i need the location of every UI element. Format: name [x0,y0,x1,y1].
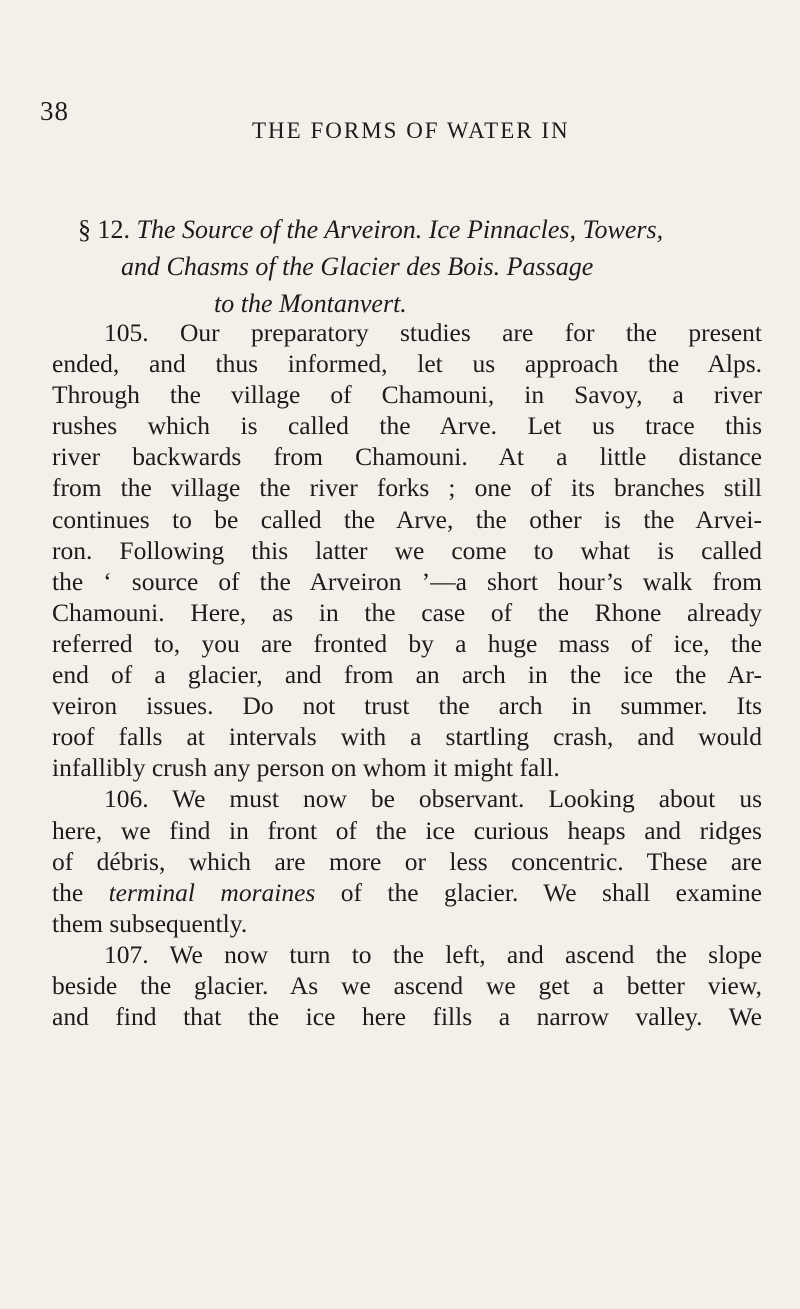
heading-line-1 [78,211,718,248]
line-text: of the glacier. We shall examine [315,877,762,907]
section-number: § 12. [78,215,130,244]
heading-title-part-1: The Source of the Arveiron. Ice Pinnacles, Towers, [136,215,664,244]
paragraph-105-line: rushes which is called the Arve. Let us trace this [52,411,762,441]
paragraph-105-line: end of a glacier, and from an arch in the ice the Ar- [52,660,762,690]
paragraph-105-line: veiron issues. Do not trust the arch in summer. Its [52,691,762,721]
paragraph-105-line: Chamouni. Here, as in the case of the Rhone already [52,597,762,627]
body-text [52,317,762,1032]
paragraph-105-line: 105. Our preparatory studies are for the present [104,318,762,347]
paragraph-105-line: from the village the river forks ; one of its branches still [52,473,762,503]
paragraph-107-line: 107. We now turn to the left, and ascend the slope [104,939,762,969]
paragraph-107-line: beside the glacier. As we ascend we get a better view, [52,970,762,1000]
running-head: THE FORMS OF WATER IN [252,118,570,143]
line-text: the [52,877,109,907]
section-heading [78,211,718,322]
paragraph-106-line: of débris, which are more or less concentric. These are [52,846,762,876]
paragraph-105-line: river backwards from Chamouni. At a little distance [52,442,762,472]
paragraph-105-line: roof falls at intervals with a startling crash, and would [52,722,762,752]
paragraph-106-line: here, we find in front of the ice curious heaps and ridges [52,815,762,845]
paragraph-105-line: ron. Following this latter we come to what is called [52,535,762,565]
paragraph-106-line [52,877,762,908]
terminal-moraines-italic: terminal moraines [108,877,316,907]
paragraph-105-line: continues to be called the Arve, the other is the Arvei- [52,504,762,534]
paragraph-105-line: referred to, you are fronted by a huge mass of ice, the [52,628,762,658]
paragraph-106-line: 106. We must now be observant. Looking about us [104,784,762,814]
paragraph-105-line: Through the village of Chamouni, in Savoy, a river [52,380,762,410]
paragraph-105-line: infallibly crush any person on whom it might fall. [52,753,560,783]
page-number: 38 [40,96,69,126]
paragraph-106-line: them subsequently. [52,908,248,938]
heading-line-2: and Chasms of the Glacier des Bois. Passage [121,252,594,281]
paragraph-105-line: ended, and thus informed, let us approach the Alps. [52,349,762,379]
paragraph-105-line: the ‘ source of the Arveiron ’—a short hour’s walk from [52,566,762,596]
heading-line-3: to the Montanvert. [214,289,407,318]
paragraph-107-line: and find that the ice here fills a narrow valley. We [52,1002,762,1032]
